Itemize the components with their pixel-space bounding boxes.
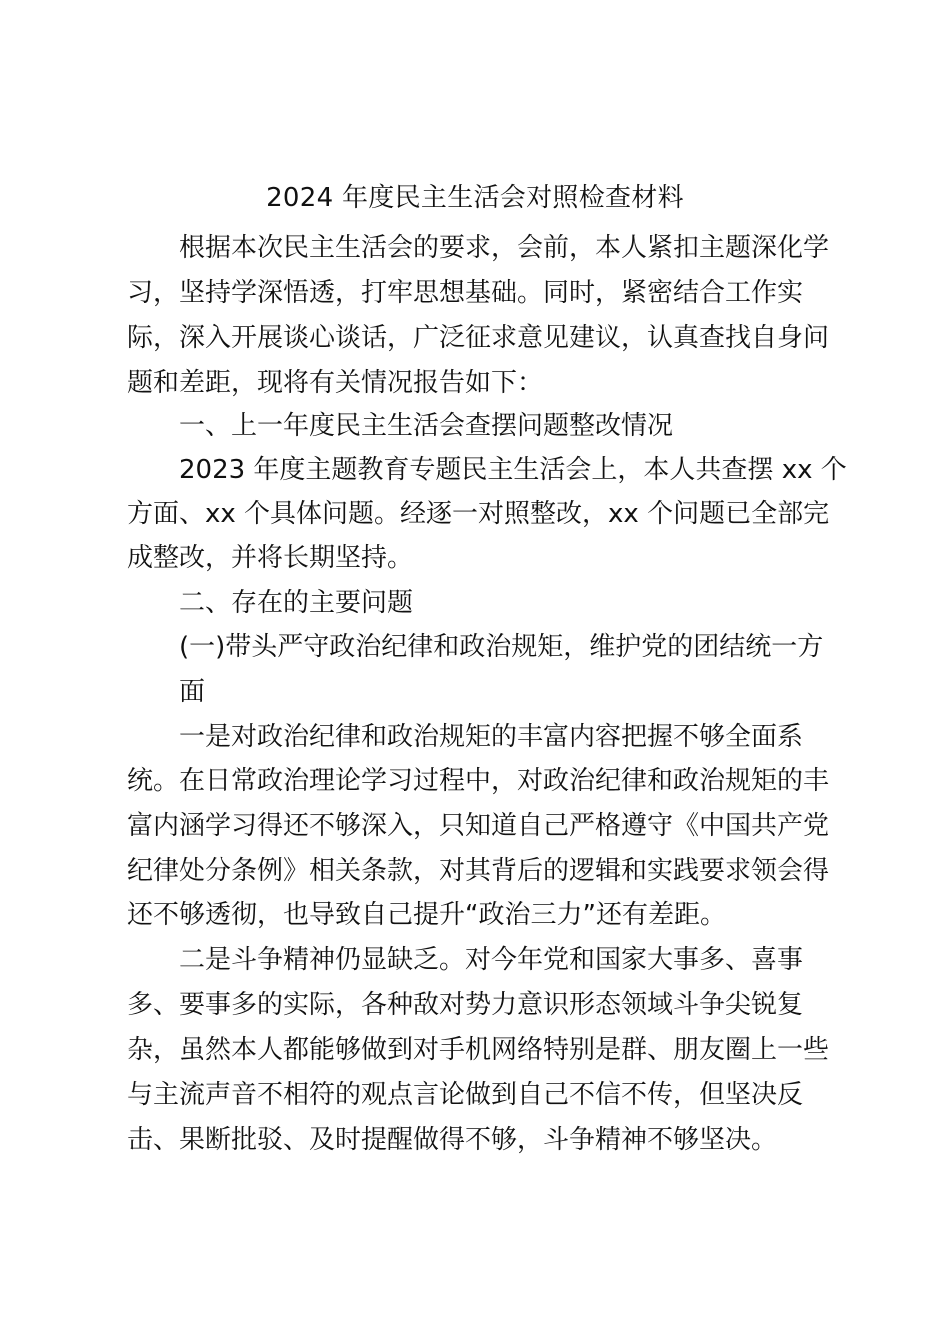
paragraph-line: 一是对政治纪律和政治规矩的丰富内容把握不够全面系	[179, 722, 804, 752]
paragraph-line: 际，深入开展谈心谈话，广泛征求意见建议，认真查找自身问	[127, 323, 830, 353]
paragraph-line: 杂，虽然本人都能够做到对手机网络特别是群、朋友圈上一些	[127, 1035, 830, 1065]
paragraph-line: 成整改，并将长期坚持。	[127, 543, 414, 573]
paragraph-line: 2023 年度主题教育专题民主生活会上，本人共查摆 xx 个	[179, 455, 847, 485]
paragraph-line: 与主流声音不相符的观点言论做到自己不信不传，但坚决反	[127, 1080, 804, 1110]
paragraph-line: 题和差距，现将有关情况报告如下：	[127, 368, 544, 398]
paragraph-line: 还不够透彻，也导致自己提升“政治三力”还有差距。	[127, 900, 726, 930]
paragraph-line: 纪律处分条例》相关条款，对其背后的逻辑和实践要求领会得	[127, 856, 830, 886]
paragraph-line: 习，坚持学深悟透，打牢思想基础。同时，紧密结合工作实	[127, 278, 804, 308]
document-title: 2024 年度民主生活会对照检查材料	[266, 183, 684, 213]
paragraph-line: 击、果断批驳、及时提醒做得不够，斗争精神不够坚决。	[127, 1125, 778, 1155]
paragraph-line: 方面、xx 个具体问题。经逐一对照整改，xx 个问题已全部完	[127, 499, 830, 529]
paragraph-line: (一)带头严守政治纪律和政治规矩，维护党的团结统一方	[179, 632, 824, 662]
paragraph-line: 富内涵学习得还不够深入，只知道自己严格遵守《中国共产党	[127, 811, 830, 841]
paragraph-line: 根据本次民主生活会的要求，会前，本人紧扣主题深化学	[179, 233, 830, 263]
paragraph-line: 统。在日常政治理论学习过程中，对政治纪律和政治规矩的丰	[127, 766, 830, 796]
paragraph-line: 一、上一年度民主生活会查摆问题整改情况	[179, 411, 674, 441]
paragraph-line: 二是斗争精神仍显缺乏。对今年党和国家大事多、喜事	[179, 945, 804, 975]
paragraph-line: 多、要事多的实际，各种敌对势力意识形态领域斗争尖锐复	[127, 990, 804, 1020]
paragraph-line: 面	[179, 677, 206, 707]
paragraph-line: 二、存在的主要问题	[179, 588, 414, 618]
